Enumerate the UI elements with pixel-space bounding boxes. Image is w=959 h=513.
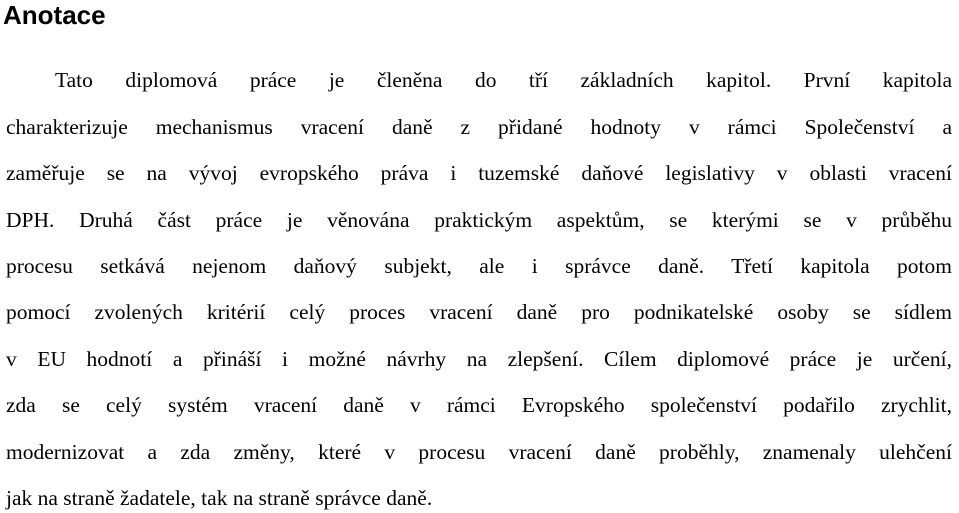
paragraph-line: charakterizuje mechanismus vracení daně z přidané hodnoty v rámci Společenství a	[6, 115, 952, 139]
paragraph-line: v EU hodnotí a přináší i možné návrhy na zlepšení. Cílem diplomové práce je určení,	[6, 347, 952, 371]
paragraph-line: modernizovat a zda změny, které v procesu vracení daně proběhly, znamenaly ulehčení	[6, 440, 952, 464]
page-title: Anotace	[3, 0, 106, 30]
paragraph-line: DPH. Druhá část práce je věnována praktickým aspektům, se kterými se v průběhu	[6, 208, 952, 232]
paragraph-line: procesu setkává nejenom daňový subjekt, ale i správce daně. Třetí kapitola potom	[6, 254, 952, 278]
paragraph-line: zda se celý systém vracení daně v rámci Evropského společenství podařilo zrychlit,	[6, 393, 952, 417]
paragraph-line: zaměřuje se na vývoj evropského práva i tuzemské daňové legislativy v oblasti vracení	[6, 161, 952, 185]
paragraph-line: pomocí zvolených kritérií celý proces vracení daně pro podnikatelské osoby se sídlem	[6, 300, 952, 324]
paragraph-line: jak na straně žadatele, tak na straně správce daně.	[6, 486, 433, 510]
paragraph-line: Tato diplomová práce je členěna do tří základních kapitol. První kapitola	[55, 68, 952, 92]
